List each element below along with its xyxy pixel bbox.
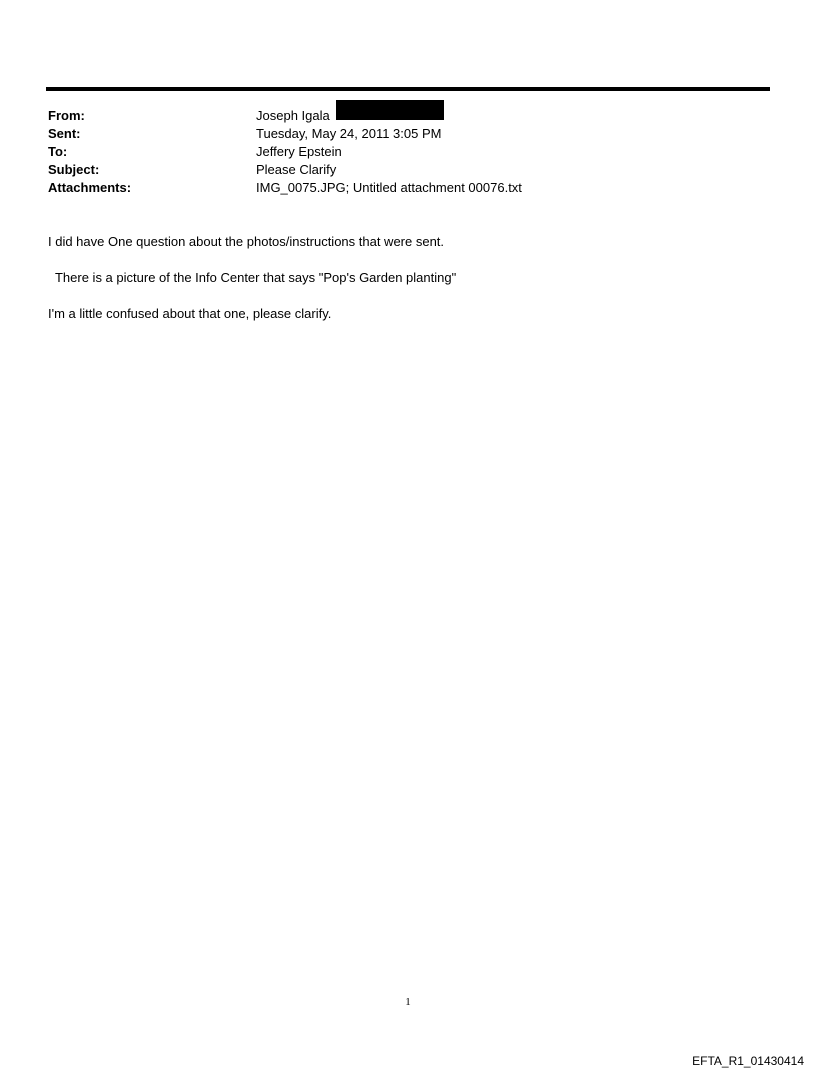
subject-label: Subject: (48, 162, 100, 177)
sent-value: Tuesday, May 24, 2011 3:05 PM (256, 126, 442, 141)
attachments-label: Attachments: (48, 180, 132, 195)
to-label: To: (48, 144, 68, 159)
to-value: Jeffery Epstein (256, 144, 342, 159)
from-label: From: (48, 108, 85, 123)
from-value: Joseph Igala (256, 108, 330, 123)
redaction-box (336, 100, 444, 120)
subject-value: Please Clarify (256, 162, 337, 177)
body-line-2: There is a picture of the Info Center that says "Pop's Garden planting" (48, 270, 457, 285)
body-line-3: I'm a little confused about that one, please clarify. (48, 306, 332, 321)
header-rule (46, 87, 770, 91)
document-id: EFTA_R1_01430414 (692, 1054, 804, 1068)
body-line-1: I did have One question about the photos/instructions that were sent. (48, 234, 445, 249)
attachments-value: IMG_0075.JPG; Untitled attachment 00076.txt (256, 180, 522, 195)
sent-label: Sent: (48, 126, 81, 141)
page-number: 1 (405, 996, 411, 1008)
